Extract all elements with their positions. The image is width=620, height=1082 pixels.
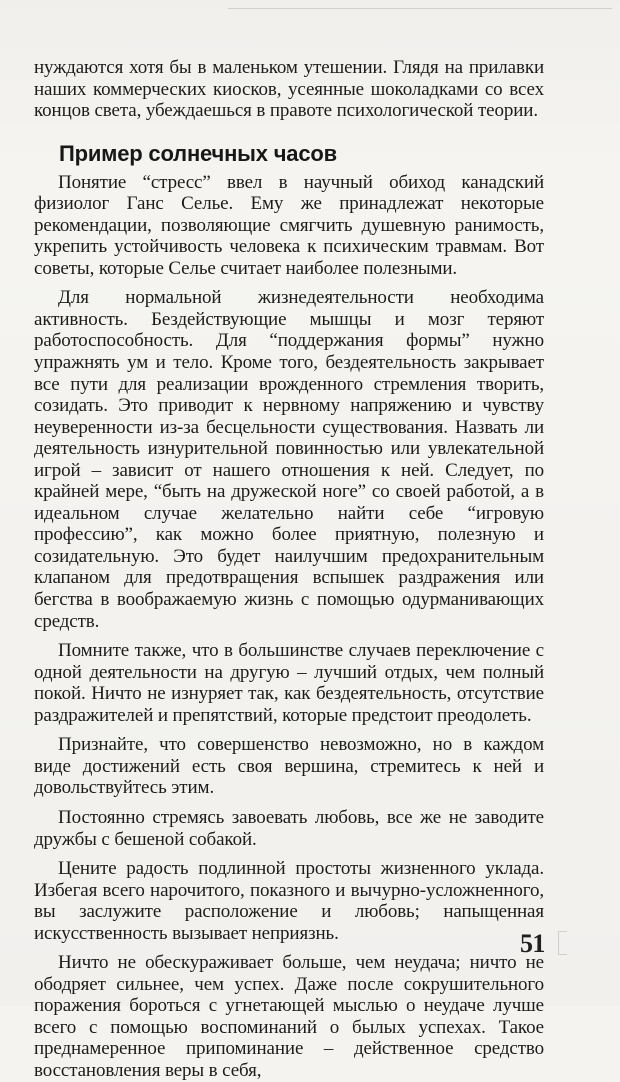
page-number: 51 <box>520 929 545 958</box>
section-heading: Пример солнечных часов <box>59 140 337 166</box>
paragraph-stress-definition: Понятие “стресс” ввел в научный обиход канадский физиолог Ганс Селье. Ему же принадлежат некоторые рекомендации, позволяющие смягчить душевную ранимость, укрепить устойчивость человека к психическим травмам. Вот советы, которые Селье считает наиболее полезными. <box>34 171 544 279</box>
paragraph-activity-advice: Для нормальной жизнедеятельности необходима активность. Бездействующие мышцы и мозг теряют работоспособность. Для “поддержания формы” нужно упражнять ум и тело. Кроме того, бездеятельность закрывает все пути для реализации врожденного стремления творить, созидать. Это приводит к нервному напряжению и чувству неуверенности из-за бесцельности существования. Назвать ли деятельность изнурительной повинностью или увлекательной игрой – зависит от нашего отношения к ней. Следует, по крайней мере, “быть на дружеской ноге” со своей работой, а в идеальном случае желательно найти себе “игровую профессию”, как можно более приятную, полезную и созидательную. Это будет наилучшим предохранительным клапаном для предотвращения вспышек раздражения или бегства в воображаемую жизнь с помощью одурманивающих средств. <box>34 287 544 632</box>
paragraph-simplicity: Цените радость подлинной простоты жизненного уклада. Избегая всего нарочитого, показного и вычурно-усложненного, вы заслужите расположение и любовь; напыщенная искусственность вызывает неприязнь. <box>34 858 544 944</box>
page-edge-mark <box>558 931 567 955</box>
paragraph-switching-activity: Помните также, что в большинстве случаев переключение с одной деятельности на другую – лучший отдых, чем полный покой. Ничто не изнуряет так, как бездеятельность, отсутствие раздражителей и препятствий, которые предстоит преодолеть. <box>34 640 544 726</box>
paragraph-continuation: нуждаются хотя бы в маленьком утешении. Глядя на прилавки наших коммерческих киосков, усеянные шоколадками со всех концов света, убеждаешься в правоте психологической теории. <box>34 57 544 122</box>
paragraph-love: Постоянно стремясь завоевать любовь, все же не заводите дружбы с бешеной собакой. <box>34 806 544 850</box>
paragraph-spacer <box>34 726 544 734</box>
paragraph-spacer <box>34 799 544 807</box>
paragraph-perfection: Признайте, что совершенство невозможно, но в каждом виде достижений есть своя вершина, стремитесь к ней и довольствуйтесь этим. <box>34 734 544 799</box>
top-rule <box>228 8 612 9</box>
page-content <box>34 57 544 1082</box>
paragraph-spacer <box>34 632 544 640</box>
paragraph-spacer <box>34 944 544 952</box>
paragraph-spacer <box>34 279 544 287</box>
paragraph-spacer <box>34 850 544 858</box>
paragraph-success: Ничто не обескураживает больше, чем неудача; ничто не ободряет сильнее, чем успех. Даже после сокрушительного поражения бороться с угнетающей мыслью о неудаче лучше всего с помощью воспоминаний о былых успехах. Такое преднамеренное припоминание – действенное средство восстановления веры в себя, <box>34 952 544 1081</box>
